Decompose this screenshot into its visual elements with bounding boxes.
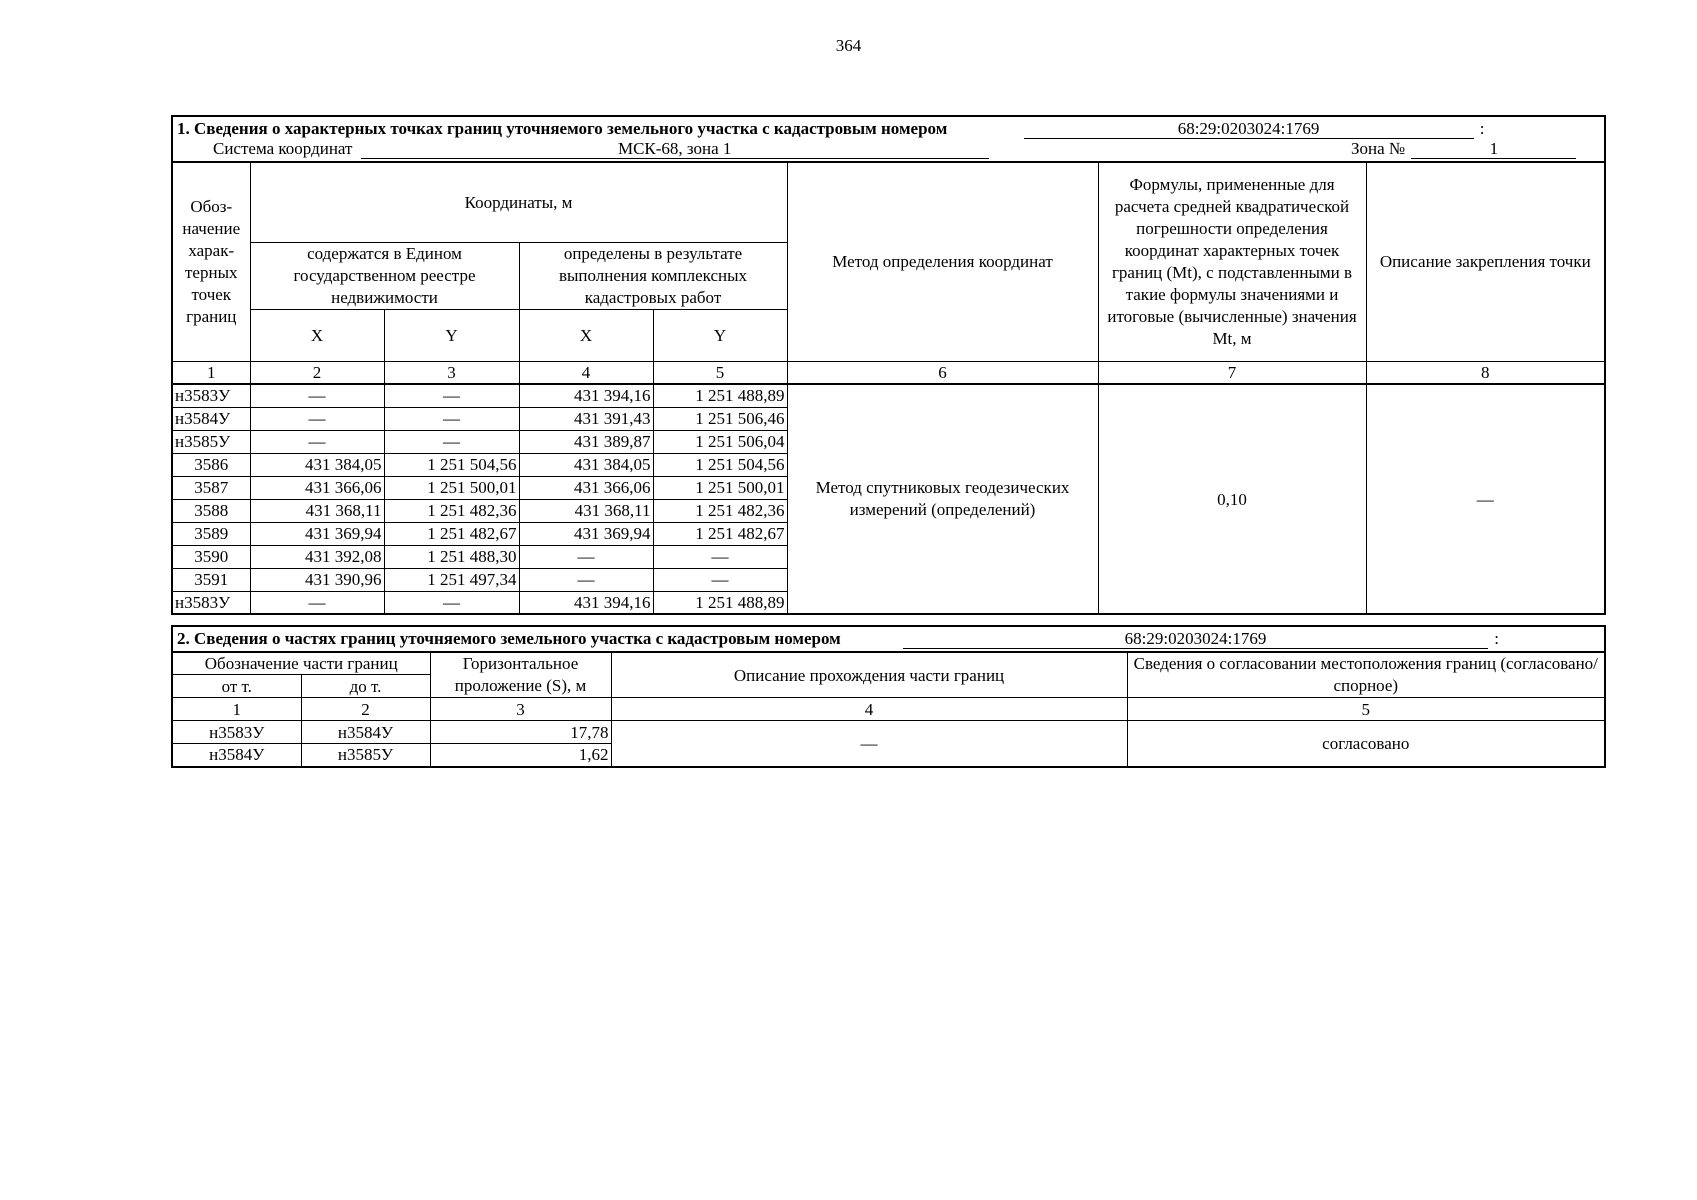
egrn-y: 1 251 500,01 — [384, 476, 519, 499]
zone-label: Зона № — [1350, 139, 1406, 158]
egrn-y: — — [384, 591, 519, 614]
header-x2: X — [519, 309, 653, 361]
egrn-x: 431 384,05 — [250, 453, 384, 476]
determined-y: 1 251 506,04 — [653, 430, 787, 453]
determined-y: 1 251 482,36 — [653, 499, 787, 522]
determined-x: 431 389,87 — [519, 430, 653, 453]
egrn-x: — — [250, 407, 384, 430]
col-number: 3 — [384, 361, 519, 384]
egrn-y: 1 251 497,34 — [384, 568, 519, 591]
egrn-y: 1 251 504,56 — [384, 453, 519, 476]
determined-x: 431 394,16 — [519, 591, 653, 614]
col-number: 7 — [1098, 361, 1366, 384]
determined-y: 1 251 506,46 — [653, 407, 787, 430]
part-horizontal: 17,78 — [430, 721, 611, 744]
header-description: Описание прохождения части границ — [611, 652, 1127, 698]
determined-y: — — [653, 568, 787, 591]
coord-system-label: Система координат — [213, 139, 353, 158]
determined-x: 431 391,43 — [519, 407, 653, 430]
determined-y: 1 251 482,67 — [653, 522, 787, 545]
section2-cadastral-number: 68:29:0203024:1769 — [903, 629, 1488, 649]
col-number: 1 — [172, 361, 250, 384]
section1-colon: : — [1479, 119, 1485, 138]
header-egrn: содержатся в Едином государственном реестре недвижимости — [250, 242, 519, 309]
part-description: — — [611, 721, 1127, 767]
col-number: 8 — [1366, 361, 1605, 384]
point-id: 3586 — [172, 453, 250, 476]
header-agreement: Сведения о согласовании местоположения границ (согласовано/спорное) — [1127, 652, 1605, 698]
determined-y: 1 251 500,01 — [653, 476, 787, 499]
header-coordinates: Координаты, м — [250, 162, 787, 242]
boundary-points-table — [171, 115, 1606, 615]
col-number: 4 — [519, 361, 653, 384]
part-to: н3584У — [301, 721, 430, 744]
table-row — [172, 384, 1605, 407]
egrn-y: — — [384, 430, 519, 453]
determined-y: 1 251 504,56 — [653, 453, 787, 476]
egrn-y: — — [384, 407, 519, 430]
point-id: н3584У — [172, 407, 250, 430]
egrn-y: 1 251 482,67 — [384, 522, 519, 545]
point-id: 3588 — [172, 499, 250, 522]
header-part-designation: Обозначение части границ — [172, 652, 430, 675]
point-id: н3583У — [172, 384, 250, 407]
header-y1: Y — [384, 309, 519, 361]
coord-system-row — [172, 139, 1605, 162]
determined-y: 1 251 488,89 — [653, 384, 787, 407]
section1-title: 1. Сведения о характерных точках границ уточняемого земельного участка с кадастровым номером — [177, 119, 948, 138]
col-number: 4 — [611, 698, 1127, 721]
determined-x: 431 384,05 — [519, 453, 653, 476]
part-agreement: согласовано — [1127, 721, 1605, 767]
egrn-x: 431 368,11 — [250, 499, 384, 522]
header-method: Метод определения координат — [787, 162, 1098, 361]
egrn-x: — — [250, 430, 384, 453]
header-determined: определены в результате выполнения комплексных кадастровых работ — [519, 242, 787, 309]
determined-y: — — [653, 545, 787, 568]
col-number: 3 — [430, 698, 611, 721]
mt-value: 0,10 — [1098, 384, 1366, 614]
egrn-x: — — [250, 384, 384, 407]
egrn-x: 431 366,06 — [250, 476, 384, 499]
determined-x: 431 369,94 — [519, 522, 653, 545]
section2-colon: : — [1494, 629, 1499, 648]
point-id: 3591 — [172, 568, 250, 591]
page-number: 364 — [835, 36, 862, 55]
part-from: н3583У — [172, 721, 301, 744]
zone-value: 1 — [1411, 139, 1576, 159]
point-id: 3587 — [172, 476, 250, 499]
header-from: от т. — [172, 675, 301, 698]
section2-title: 2. Сведения о частях границ уточняемого земельного участка с кадастровым номером — [177, 629, 841, 648]
col-number: 5 — [1127, 698, 1605, 721]
header-y2: Y — [653, 309, 787, 361]
header-fixing: Описание закрепления точки — [1366, 162, 1605, 361]
determined-x: 431 394,16 — [519, 384, 653, 407]
col-number: 6 — [787, 361, 1098, 384]
fixing-value: — — [1366, 384, 1605, 614]
header-horizontal: Горизонтальное проложение (S), м — [430, 652, 611, 698]
part-horizontal: 1,62 — [430, 744, 611, 767]
section1-title-row — [172, 116, 1605, 139]
point-id: 3590 — [172, 545, 250, 568]
point-id: н3585У — [172, 430, 250, 453]
col-number: 5 — [653, 361, 787, 384]
point-id: н3583У — [172, 591, 250, 614]
egrn-y: 1 251 482,36 — [384, 499, 519, 522]
header-to: до т. — [301, 675, 430, 698]
egrn-x: 431 369,94 — [250, 522, 384, 545]
boundary-parts-table — [171, 625, 1606, 768]
table-row — [172, 721, 1605, 744]
col-number: 2 — [301, 698, 430, 721]
egrn-y: 1 251 488,30 — [384, 545, 519, 568]
col-number: 2 — [250, 361, 384, 384]
egrn-x: 431 392,08 — [250, 545, 384, 568]
egrn-y: — — [384, 384, 519, 407]
section1-cadastral-number: 68:29:0203024:1769 — [1024, 119, 1474, 139]
egrn-x: 431 390,96 — [250, 568, 384, 591]
section2-title-row — [172, 626, 1605, 652]
header-formulas: Формулы, примененные для расчета средней квадратической погрешности определения координат характерных точек границ (Mt), с подставленными в такие формулы значениями и итоговые (вычисленные) значения Mt, м — [1098, 162, 1366, 361]
determined-x: 431 368,11 — [519, 499, 653, 522]
determined-x: 431 366,06 — [519, 476, 653, 499]
method-value: Метод спутниковых геодезических измерений (определений) — [787, 384, 1098, 614]
determined-x: — — [519, 568, 653, 591]
header-x1: X — [250, 309, 384, 361]
egrn-x: — — [250, 591, 384, 614]
part-from: н3584У — [172, 744, 301, 767]
header-designation: Обоз-начение харак-терных точек границ — [172, 162, 250, 361]
point-id: 3589 — [172, 522, 250, 545]
determined-y: 1 251 488,89 — [653, 591, 787, 614]
col-number: 1 — [172, 698, 301, 721]
part-to: н3585У — [301, 744, 430, 767]
determined-x: — — [519, 545, 653, 568]
coord-system-value: МСК-68, зона 1 — [361, 139, 989, 159]
